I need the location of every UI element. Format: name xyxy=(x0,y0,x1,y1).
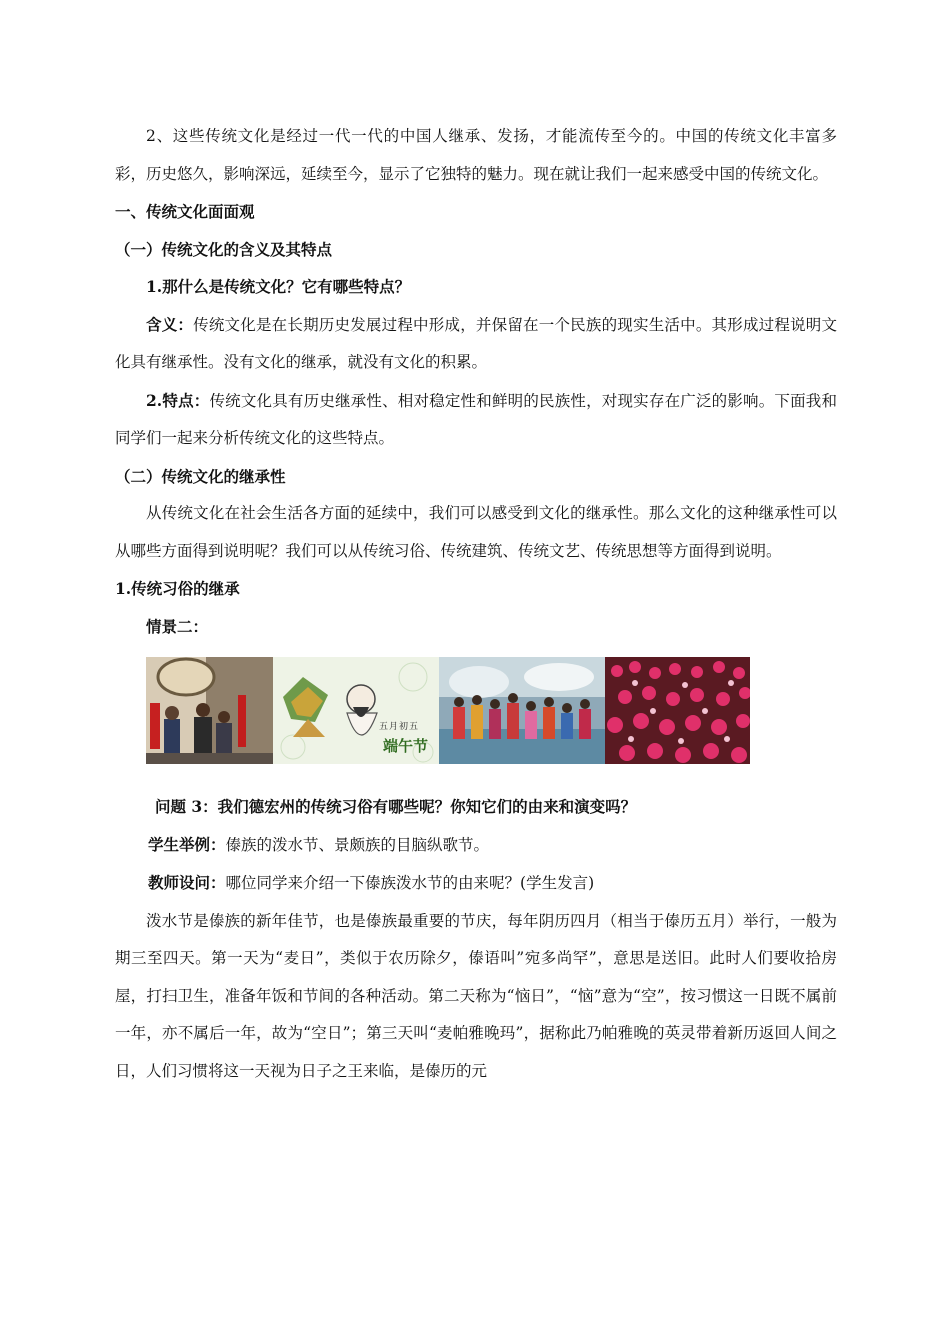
student-example xyxy=(115,826,837,865)
paragraph-inheritance: 从传统文化在社会生活各方面的延续中，我们可以感受到文化的继承性。那么文化的这种继承性可以从哪些方面得到说明呢？我们可以从传统习俗、传统建筑、传统文艺、传统思想等方面得到说明。 xyxy=(115,504,837,560)
meaning-label: 含义： xyxy=(146,314,194,334)
teacher-question xyxy=(115,864,837,903)
paragraph-water-festival: 泼水节是傣族的新年佳节，也是傣族最重要的节庆，每年阴历四月（相当于傣历五月）举行，一般为期三至四天。第一天为“麦日”，类似于农历除夕，傣语叫”宛多尚罕”，意思是送旧。此时人们要收拾房屋，打扫卫生，准备年饭和节间的各种活动。第二天称为“恼日”，“恼”意为“空”，按习惯这一日既不属前一年，亦不属后一年，故为“空日”；第三天叫“麦帕雅晚玛”，据称此乃帕雅晚的英灵带着新历返回人间之日，人们习惯将这一天视为日子之王来临，是傣历的元 xyxy=(115,911,837,1080)
paragraph-meaning xyxy=(115,306,837,382)
heading-custom: 1.传统习俗的继承 xyxy=(115,579,240,598)
photo-strip xyxy=(146,657,837,764)
photo-dragon-boat xyxy=(273,657,439,764)
student-text: 傣族的泼水节、景颇族的目脑纵歌节。 xyxy=(225,835,490,854)
scene-label: 情景二： xyxy=(146,616,209,636)
photo-spring-festival xyxy=(146,657,273,764)
feature-text: 传统文化具有历史继承性、相对稳定性和鲜明的民族性，对现实存在广泛的影响。下面我和同学们一起来分析传统文化的这些特点。 xyxy=(115,391,837,447)
question-1: 1.那什么是传统文化？它有哪些特点？ xyxy=(146,277,411,296)
paragraph-intro: 2、这些传统文化是经过一代一代的中国人继承、发扬，才能流传至今的。中国的传统文化丰富多彩，历史悠久，影响深远，延续至今，显示了它独特的魅力。现在就让我们一起来感受中国的传统文化。 xyxy=(115,127,837,183)
feature-label: 2.特点： xyxy=(146,390,210,410)
photo-caption-date: 五月初五 xyxy=(379,722,420,732)
teacher-label: 教师设问： xyxy=(148,873,226,892)
heading-subsection-2: （二）传统文化的继承性 xyxy=(115,466,286,486)
meaning-text: 传统文化是在长期历史发展过程中形成，并保留在一个民族的现实生活中。其形成过程说明文化具有继承性。没有文化的继承，就没有文化的积累。 xyxy=(115,315,837,371)
document-page xyxy=(115,118,837,1090)
paragraph-feature xyxy=(115,382,837,458)
teacher-text: 哪位同学来介绍一下傣族泼水节的由来呢？(学生发言) xyxy=(225,874,595,892)
question-3: 问题 3：我们德宏州的传统习俗有哪些呢？你知它们的由来和演变吗？ xyxy=(155,797,637,816)
heading-subsection-1: （一）传统文化的含义及其特点 xyxy=(115,239,333,259)
photo-water-festival xyxy=(439,657,605,764)
photo-munao-festival xyxy=(605,657,750,764)
heading-section-1: 一、传统文化面面观 xyxy=(115,202,255,221)
student-label: 学生举例： xyxy=(148,834,226,854)
photo-caption-festival: 端午节 xyxy=(383,737,429,755)
